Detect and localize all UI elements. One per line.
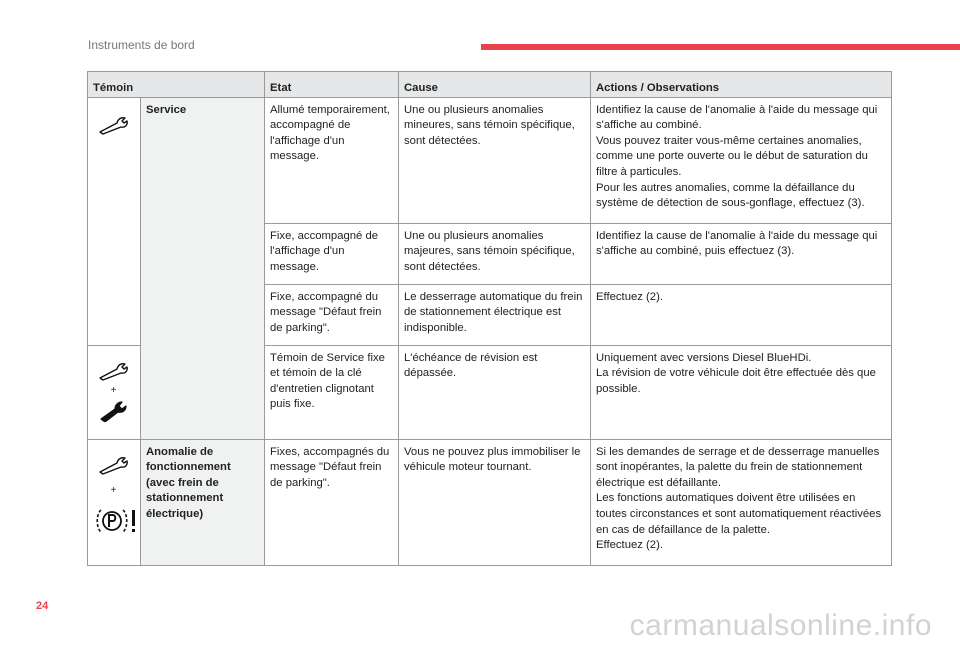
header-accent-bar [481,44,960,50]
cause-cell: Une ou plusieurs anomalies majeures, sans témoin spécifique, sont détectées. [399,223,591,284]
etat-cell: Allumé temporairement, accompagné de l'affichage d'un message. [265,97,399,223]
actions-line: Pour les autres anomalies, comme la défaillance du système de détection de sous-gonflage, effectuez (3). [596,181,865,210]
actions-line: Les fonctions automatiques doivent être utilisées en toutes circonstances et sont automatiquement réactivées en cas de défaillance de la palette. [596,492,882,536]
page-header-title: Instruments de bord [88,38,195,52]
actions-line: Uniquement avec versions Diesel BlueHDi. [596,351,812,364]
icon-cell-parking-brake [88,439,141,565]
wrench-outline-icon [97,361,131,381]
page-number: 24 [36,600,49,612]
cause-cell: Une ou plusieurs anomalies mineures, sans témoin spécifique, sont détectées. [399,97,591,223]
wrench-outline-icon [97,115,131,135]
actions-cell [591,345,892,439]
etat-cell: Fixes, accompagnés du message "Défaut frein de parking". [265,439,399,565]
actions-line: Identifiez la cause de l'anomalie à l'aide du message qui s'affiche au combiné, puis effectuez (3). [596,229,878,258]
actions-line: Si les demandes de serrage et de desserrage manuelles sont inopérantes, la palette du frein de stationnement électrique est défaillante. [596,445,880,489]
cause-cell: L'échéance de révision est dépassée. [399,345,591,439]
actions-cell [591,97,892,223]
actions-line: Effectuez (2). [596,539,663,552]
parking-brake-fault-icon [93,506,137,536]
watermark: carmanualsonline.info [629,609,932,642]
plus-sign: + [110,484,117,496]
wrench-outline-icon [97,455,131,475]
table-header-row [88,72,892,98]
etat-cell: Fixe, accompagné du message "Défaut frein de parking". [265,284,399,345]
actions-line: Effectuez (2). [596,290,663,303]
cause-cell: Le desserrage automatique du frein de stationnement électrique est indisponible. [399,284,591,345]
column-header-actions: Actions / Observations [591,72,892,98]
wrench-solid-icon [99,400,129,422]
actions-line: La révision de votre véhicule doit être effectuée dès que possible. [596,367,876,395]
warning-lights-table [87,71,892,566]
etat-cell: Fixe, accompagné de l'affichage d'un message. [265,223,399,284]
icon-cell-service-maintenance [88,345,141,439]
temoin-name-service: Service [141,97,265,439]
table-row [88,439,892,565]
actions-cell [591,439,892,565]
etat-cell: Témoin de Service fixe et témoin de la clé d'entretien clignotant puis fixe. [265,345,399,439]
icon-cell-service [88,97,141,345]
actions-line: Vous pouvez traiter vous-même certaines anomalies, comme une porte ouverte ou le début de saturation du filtre à particules. [596,134,868,178]
plus-sign: + [110,384,117,396]
cause-cell: Vous ne pouvez plus immobiliser le véhicule moteur tournant. [399,439,591,565]
column-header-temoin: Témoin [88,72,265,98]
actions-line: Identifiez la cause de l'anomalie à l'aide du message qui s'affiche au combiné. [596,103,878,132]
column-header-etat: Etat [265,72,399,98]
column-header-cause: Cause [399,72,591,98]
table-row [88,97,892,223]
temoin-name-anomalie: Anomalie de fonctionnement (avec frein de stationnement électrique) [141,439,265,565]
actions-cell [591,223,892,284]
actions-cell [591,284,892,345]
